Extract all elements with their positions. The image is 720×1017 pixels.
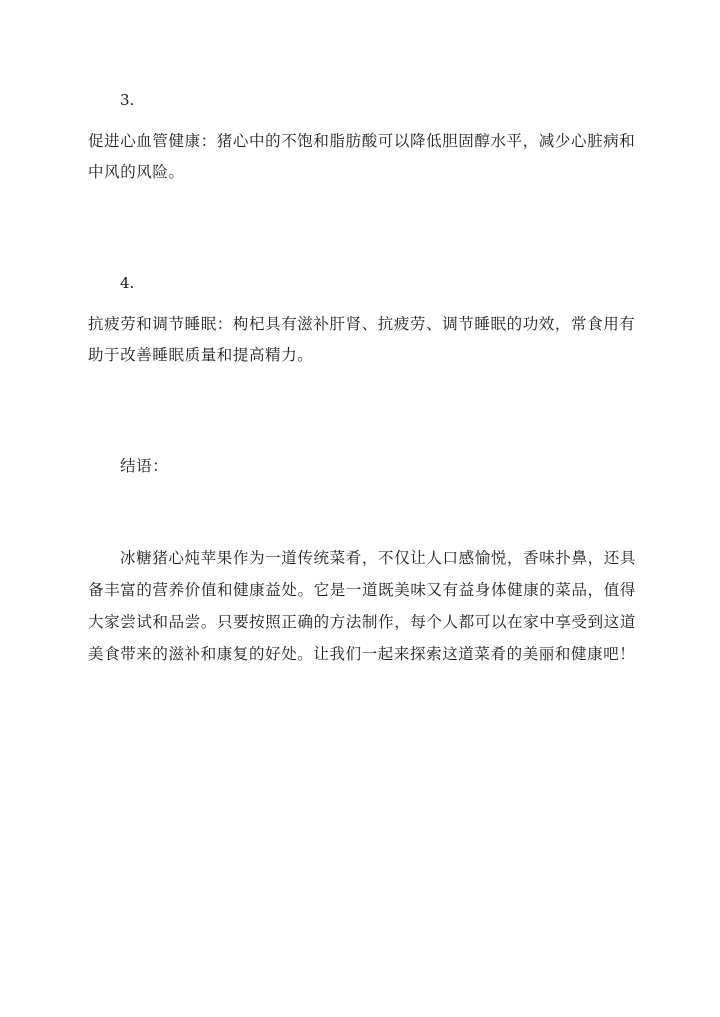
section-number-4: 4. — [120, 274, 135, 292]
section-number-3: 3. — [120, 91, 135, 109]
conclusion-heading: 结语： — [120, 457, 169, 475]
section-text-3: 促进心血管健康：猪心中的不饱和脂肪酸可以降低胆固醇水平，减少心脏病和中风的风险。 — [88, 132, 636, 181]
section-text-4: 抗疲劳和调节睡眠：枸杞具有滋补肝肾、抗疲劳、调节睡眠的功效，常食用有助于改善睡眠质量和提高精力。 — [88, 315, 636, 364]
conclusion-paragraph: 冰糖猪心炖苹果作为一道传统菜肴，不仅让人口感愉悦，香味扑鼻，还具备丰富的营养价值和健康益处。它是一道既美味又有益身体健康的菜品，值得大家尝试和品尝。只要按照正确的方法制作，每个人都可以在家中享受到这道美食带来的滋补和康复的好处。让我们一起来探索这道菜肴的美丽和健康吧！ — [88, 549, 636, 663]
